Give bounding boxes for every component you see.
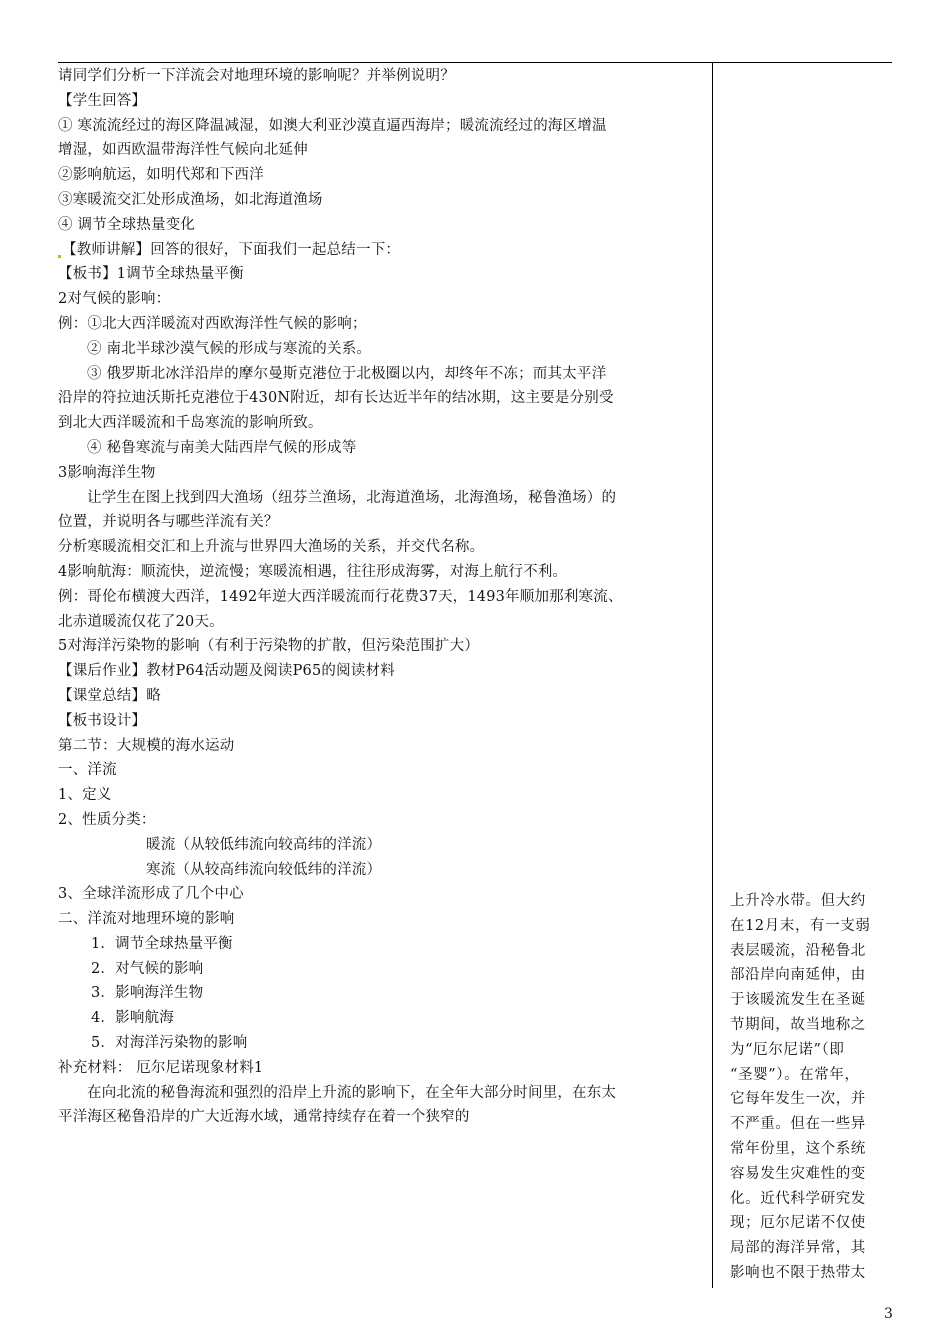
text-line-content: 第二节：大规模的海水运动	[58, 737, 235, 754]
text-line-content: 【课后作业】教材P64活动题及阅读P65的阅读材料	[58, 663, 395, 680]
text-line	[58, 436, 708, 461]
text-line-content: 补充材料： 厄尔尼诺现象材料1	[58, 1059, 264, 1076]
text-line-content: 3．影响海洋生物	[91, 985, 204, 1002]
text-line	[58, 734, 708, 759]
text-line	[58, 957, 708, 982]
side-text-line: 表层暖流，沿秘鲁北	[730, 942, 866, 959]
text-line-content: 4影响航海：顺流快，逆流慢；寒暖流相遇，往往形成海雾，对海上航行不利。	[58, 563, 568, 580]
text-line-content: 2对气候的影响：	[58, 291, 171, 308]
text-line-content: 5对海洋污染物的影响（有利于污染物的扩散，但污染范围扩大）	[58, 638, 480, 655]
text-line-content: 让学生在图上找到四大渔场（纽芬兰渔场，北海道渔场，北海渔场，秘鲁渔场）的	[87, 489, 617, 506]
text-line	[58, 808, 708, 833]
text-line	[58, 684, 708, 709]
text-line	[58, 758, 708, 783]
text-line-content: ② 南北半球沙漠气候的形成与寒流的关系。	[87, 340, 372, 357]
text-line	[58, 981, 708, 1006]
text-line	[58, 510, 708, 535]
text-line-content: 2、性质分类：	[58, 811, 156, 828]
column-divider	[712, 62, 713, 1288]
text-line	[58, 337, 708, 362]
text-line	[58, 1081, 708, 1106]
text-line-content: ① 寒流流经过的海区降温减湿，如澳大利亚沙漠直逼西海岸；暖流流经过的海区增温	[58, 117, 607, 134]
side-text-line: 它每年发生一次，并	[730, 1091, 866, 1108]
text-line-content: 例：哥伦布横渡大西洋，1492年逆大西洋暖流而行花费37天，1493年顺加那利寒流、	[58, 588, 623, 605]
text-line-content: ④ 秘鲁寒流与南美大陆西岸气候的形成等	[87, 439, 357, 456]
side-text-line: 部沿岸向南延伸，由	[730, 967, 866, 984]
text-line	[58, 262, 708, 287]
side-text-line: 容易发生灾难性的变	[730, 1165, 866, 1182]
text-line-content: 1、定义	[58, 787, 112, 804]
text-line	[58, 312, 708, 337]
text-line	[58, 907, 708, 932]
text-line-content: 3、全球洋流形成了几个中心	[58, 886, 244, 903]
text-line	[58, 560, 708, 585]
text-line	[58, 833, 708, 858]
side-text-line: 影响也不限于热带太	[730, 1264, 866, 1281]
text-line	[58, 238, 708, 263]
text-line-content: 分析寒暖流相交汇和上升流与世界四大渔场的关系，并交代名称。	[58, 539, 485, 556]
side-text-line: 化。近代科学研究发	[730, 1190, 866, 1207]
text-line	[58, 1031, 708, 1056]
text-line	[58, 163, 708, 188]
text-line-content: 沿岸的符拉迪沃斯托克港位于430N附近，却有长达近半年的结冰期，这主要是分别受	[58, 390, 614, 407]
text-line	[58, 535, 708, 560]
text-line-content: 一、洋流	[58, 762, 117, 779]
text-line-content: 4．影响航海	[91, 1010, 174, 1027]
main-column	[58, 64, 708, 1130]
text-line-content: 位置，并说明各与哪些洋流有关？	[58, 514, 279, 531]
text-line-content: 平洋海区秘鲁沿岸的广大近海水域，通常持续存在着一个狭窄的	[58, 1109, 470, 1126]
text-line	[58, 138, 708, 163]
side-text-line: 局部的海洋异常，其	[730, 1240, 866, 1257]
side-text-line: 为“厄尔尼诺”（即	[730, 1041, 845, 1058]
side-text-line: “圣婴”）。在常年，	[730, 1066, 860, 1083]
side-text-line: 于该暖流发生在圣诞	[730, 992, 866, 1009]
side-text-line: 不严重。但在一些异	[730, 1116, 866, 1133]
text-line	[58, 585, 708, 610]
text-line-content: 例：①北大西洋暖流对西欧海洋性气候的影响；	[58, 315, 367, 332]
text-line-content: 寒流（从较高纬流向较低纬的洋流）	[146, 861, 382, 878]
text-line-content: 北赤道暖流仅花了20天。	[58, 613, 224, 630]
text-line-content: ②影响航运，如明代郑和下西洋	[58, 167, 264, 184]
text-line-content: 暖流（从较低纬流向较高纬的洋流）	[146, 836, 382, 853]
text-line-content: 【教师讲解】回答的很好，下面我们一起总结一下：	[62, 241, 401, 258]
text-line	[58, 114, 708, 139]
text-line	[58, 1105, 708, 1130]
text-line	[58, 1006, 708, 1031]
side-text-line: 常年份里，这个系统	[730, 1140, 866, 1157]
text-line-content: 在向北流的秘鲁海流和强烈的沿岸上升流的影响下，在全年大部分时间里，在东太	[87, 1084, 617, 1101]
side-column	[730, 889, 895, 1286]
text-line	[58, 932, 708, 957]
text-line	[58, 213, 708, 238]
text-line	[58, 783, 708, 808]
side-text-line: 上升冷水带。但大约	[730, 893, 866, 909]
marker-dot	[58, 255, 61, 258]
text-line-content: 【学生回答】	[58, 92, 147, 109]
text-line-content: 【板书设计】	[58, 712, 147, 729]
top-rule	[58, 62, 892, 63]
page-number: 3	[884, 1306, 893, 1322]
side-text-line: 在12月末，有一支弱	[730, 917, 871, 934]
text-line	[58, 659, 708, 684]
text-line-content: ③ 俄罗斯北冰洋沿岸的摩尔曼斯克港位于北极圈以内，却终年不冻；而其太平洋	[87, 365, 607, 382]
text-line	[58, 1056, 708, 1081]
text-line	[58, 882, 708, 907]
text-line	[58, 610, 708, 635]
text-line	[58, 89, 708, 114]
text-line	[58, 386, 708, 411]
text-line-content: 5．对海洋污染物的影响	[91, 1035, 248, 1052]
side-text-line: 现；厄尔尼诺不仅使	[730, 1215, 866, 1232]
text-line-content: 二、洋流对地理环境的影响	[58, 911, 235, 928]
text-line	[58, 858, 708, 883]
text-line	[58, 287, 708, 312]
text-line	[58, 188, 708, 213]
text-line-content: 2．对气候的影响	[91, 960, 204, 977]
side-text-line: 节期间，故当地称之	[730, 1016, 866, 1033]
text-line	[58, 64, 708, 89]
text-line	[58, 411, 708, 436]
text-line-content: 1．调节全球热量平衡	[91, 935, 233, 952]
text-line	[58, 461, 708, 486]
text-line-content: 3影响海洋生物	[58, 464, 156, 481]
text-line	[58, 634, 708, 659]
text-line-content: 【课堂总结】略	[58, 687, 161, 704]
text-line-content: 增湿，如西欧温带海洋性气候向北延伸	[58, 142, 308, 159]
text-line	[58, 362, 708, 387]
text-line	[58, 486, 708, 511]
text-line-content: 【板书】1调节全球热量平衡	[58, 266, 244, 283]
text-line-content: 到北大西洋暖流和千岛寒流的影响所致。	[58, 415, 323, 432]
text-line	[58, 709, 708, 734]
text-line-content: 请同学们分析一下洋流会对地理环境的影响呢？并举例说明？	[58, 68, 455, 84]
text-line-content: ③寒暖流交汇处形成渔场，如北海道渔场	[58, 191, 323, 208]
text-line-content: ④ 调节全球热量变化	[58, 216, 196, 233]
